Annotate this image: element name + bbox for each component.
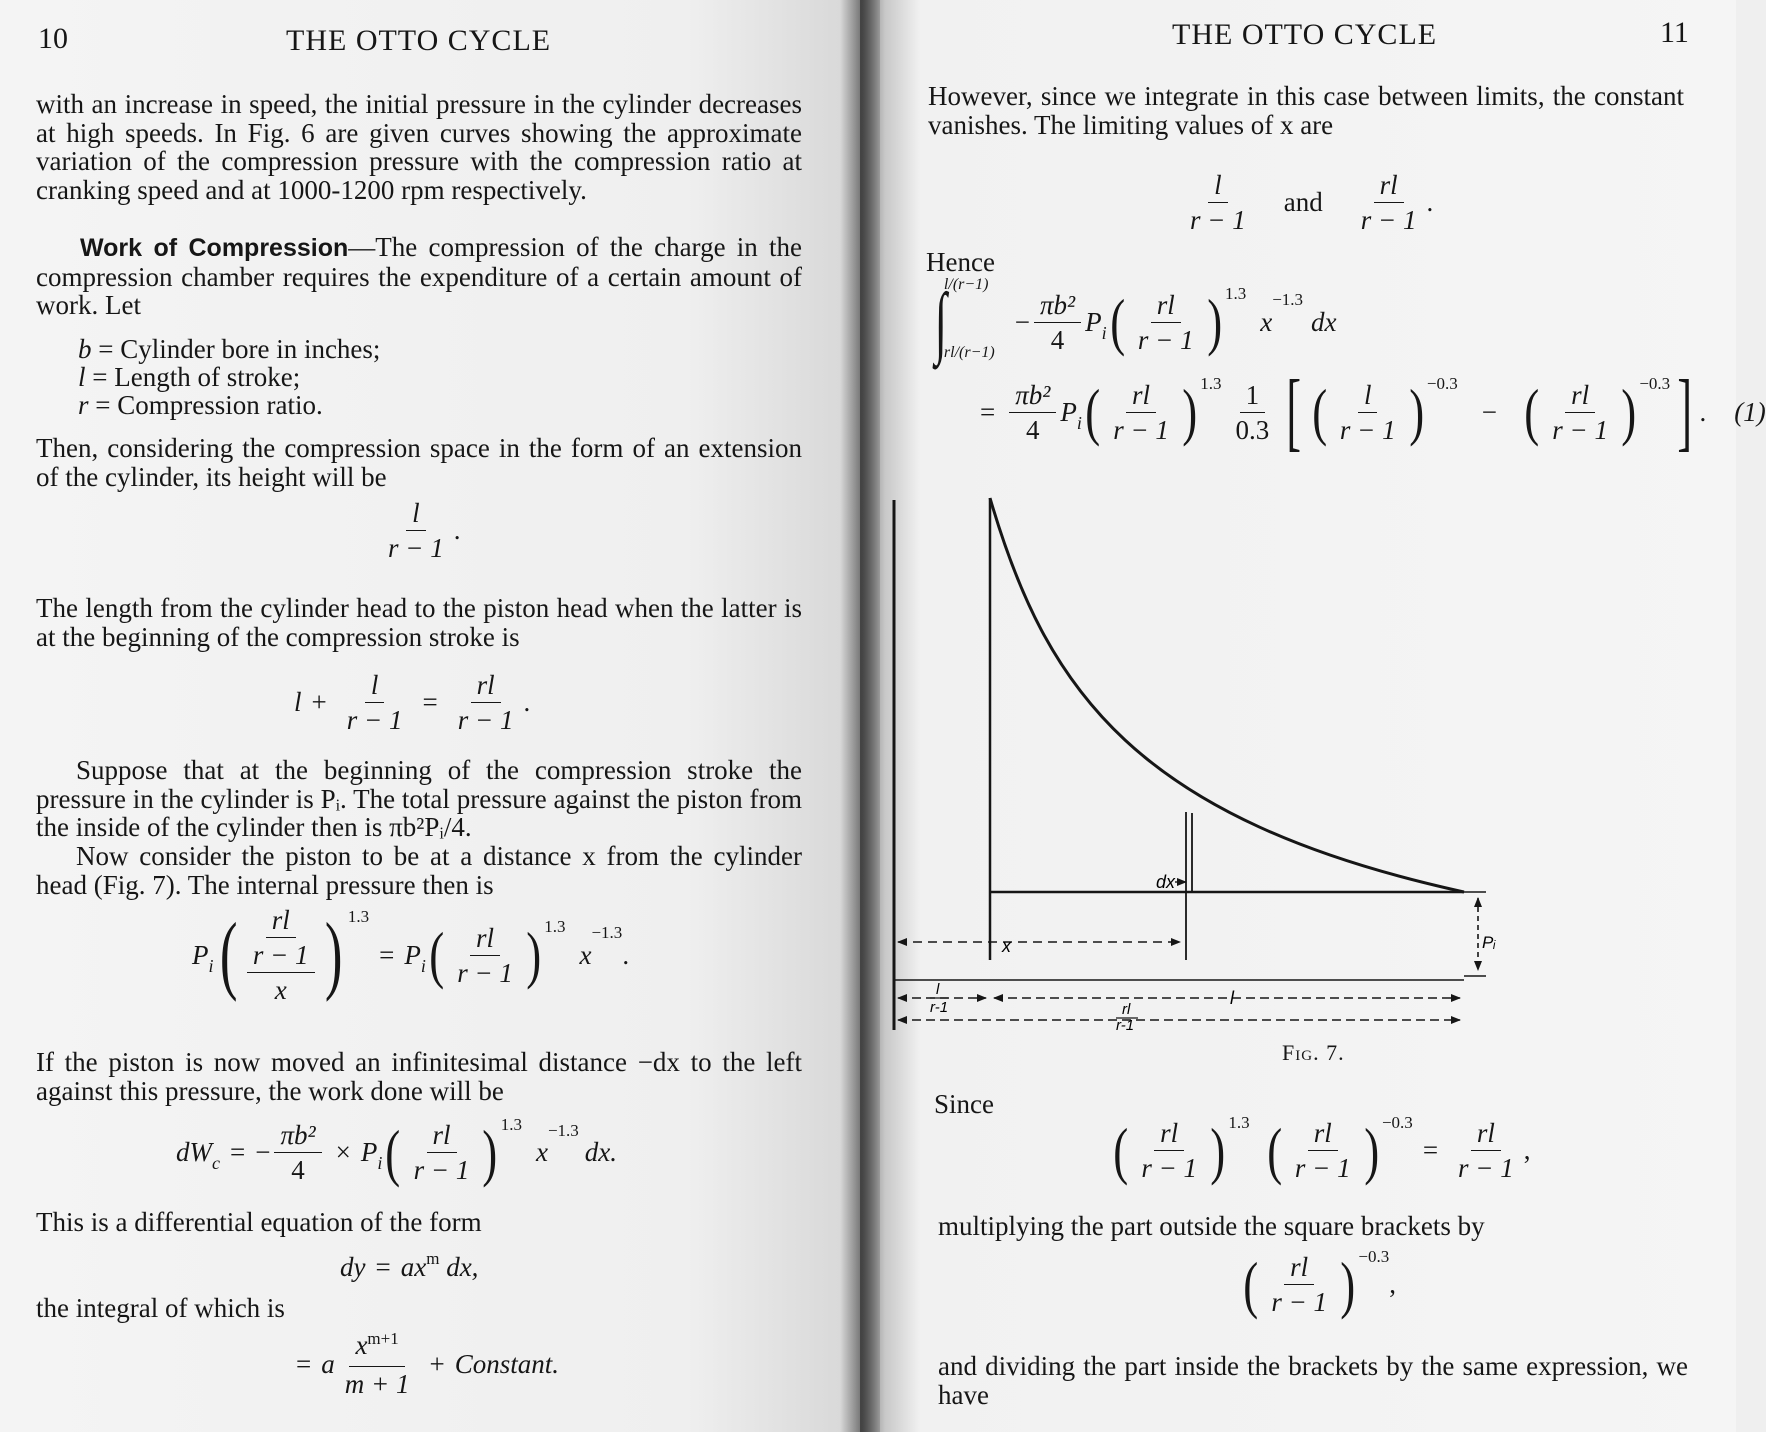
right-page (860, 0, 1766, 1432)
constant-text: Constant. (454, 1349, 559, 1379)
svg-text:r-1: r-1 (1116, 1017, 1135, 1034)
paragraph-piston-distance: Now consider the piston to be at a distance x from the cylinder head (Fig. 7). The internal pressure then is (36, 841, 802, 900)
paragraph-work-of-compression (36, 233, 802, 320)
equation-result: = $\frac{\text{πb²}}{4}$ $P_i$ ( $\frac{rl}{r - 1}$ ) 1.3 $\frac{1}{0.3}$ [ ( $\frac{l}{r - 1}$ ) −0.3 − ( $\frac{rl}{r - 1}$ ) −0.3 ] . (1) (980, 363, 1766, 460)
paragraph-intro: with an increase in speed, the initial pressure in the cylinder decreases at high speeds. In Fig. 6 are given curves showing the approximate variation of the compression pressure with the compression ratio at cranking speed and at 1000-1200 rpm respectively. (36, 89, 802, 205)
paragraph-dividing: and dividing the part inside the brackets by the same expression, we have (938, 1351, 1688, 1410)
paragraph-differential: This is a differential equation of the form (36, 1207, 482, 1237)
equation-work: $dW_c$ = − $\frac{\text{πb²}}{4}$ × $P_i$ ( $\frac{rl}{r - 1}$ ) 1.3 x −1.3 dx. (176, 1114, 618, 1188)
equation-length: l + $\frac{l}{r - 1}$ = $\frac{rl}{r - 1}$ . (294, 670, 531, 735)
page-number: 10 (38, 22, 68, 55)
hence-label: Hence (926, 247, 995, 277)
since-label: Since (934, 1089, 994, 1119)
section-heading: Work of Compression (80, 234, 349, 262)
equation-integral: = a $\frac{x^{m+1}}{m + 1}$ + Constant. (296, 1329, 559, 1399)
equation-general-form: dy = $ax^m$ dx, (340, 1249, 479, 1282)
paragraph-compression-space: Then, considering the compression space in the form of an extension of the cylinder, its height will be (36, 433, 802, 492)
l-label: l (1230, 988, 1234, 1008)
paragraph-length: The length from the cylinder head to the piston head when the latter is at the beginning of the compression stroke is (36, 593, 802, 652)
paragraph-limits: However, since we integrate in this case between limits, the constant vanishes. The limiting values of x are (928, 81, 1684, 140)
equation-internal-pressure: $P_i$ ( rl r − 1 x ) 1.3 = $P_i$ ( $\frac{rl}{r - 1}$ ) 1.3 x −1.3 . (192, 905, 630, 1005)
figure-7-diagram (886, 490, 1526, 1034)
running-header: THE OTTO CYCLE (286, 24, 552, 57)
clearance-fraction-label (930, 981, 948, 1016)
pi-label: Pᵢ (1482, 933, 1496, 952)
equation-simplification: ( $\frac{rl}{r - 1}$ ) 1.3 ( $\frac{rl}{r - 1}$ ) −0.3 = $\frac{rl}{r - 1}$ , (1113, 1112, 1531, 1186)
paragraph-text: —The compression of the charge in the compression chamber requires the expenditure of a certain amount of work. Let (36, 232, 802, 320)
equation-limit-values: $\frac{l}{r - 1}$ and $\frac{rl}{r - 1}$ . (1190, 170, 1434, 235)
definition-item: l = Length of stroke; (78, 362, 301, 392)
compression-curve (990, 498, 1464, 892)
paragraph-initial-pressure: Suppose that at the beginning of the compression stroke the pressure in the cylinder is Pᵢ. The total pressure against the piston from the inside of the cylinder then is πb²Pᵢ/4. (36, 755, 802, 842)
figure-caption: Fig. 7. (1282, 1040, 1345, 1065)
svg-text:r-1: r-1 (930, 999, 949, 1016)
svg-text:rl: rl (1122, 1001, 1131, 1018)
equation-number: (1) (1734, 396, 1766, 427)
dx-label: dx (1156, 872, 1176, 892)
equation-definite-integral: ∫ l/(r−1) rl/(r−1) − $\frac{\text{πb²}}{4}$ $P_i$ ( $\frac{rl}{r - 1}$ ) 1.3 x −1.3 dx (934, 276, 1337, 366)
running-header: THE OTTO CYCLE (1172, 18, 1438, 51)
paragraph-multiplying: multiplying the part outside the square brackets by (938, 1211, 1485, 1241)
book-gutter (840, 0, 880, 1432)
paragraph-integral: the integral of which is (36, 1293, 285, 1323)
definition-item: r = Compression ratio. (78, 390, 323, 420)
total-fraction-label (1116, 1001, 1138, 1034)
paragraph-infinitesimal: If the piston is now moved an infinitesimal distance −dx to the left against this pressure, the work done will be (36, 1047, 802, 1106)
and-word: and (1283, 187, 1323, 217)
page-number: 11 (1660, 16, 1689, 49)
svg-text:l: l (936, 981, 940, 998)
definition-item: b = Cylinder bore in inches; (78, 334, 381, 364)
x-label: x (1002, 936, 1011, 956)
definitions-list (78, 335, 380, 419)
equation-multiplier: ( $\frac{rl}{r - 1}$ ) −0.3 , (1243, 1246, 1396, 1320)
equation-height: $\frac{l}{r - 1}$ . (388, 498, 461, 563)
left-page (0, 0, 860, 1432)
